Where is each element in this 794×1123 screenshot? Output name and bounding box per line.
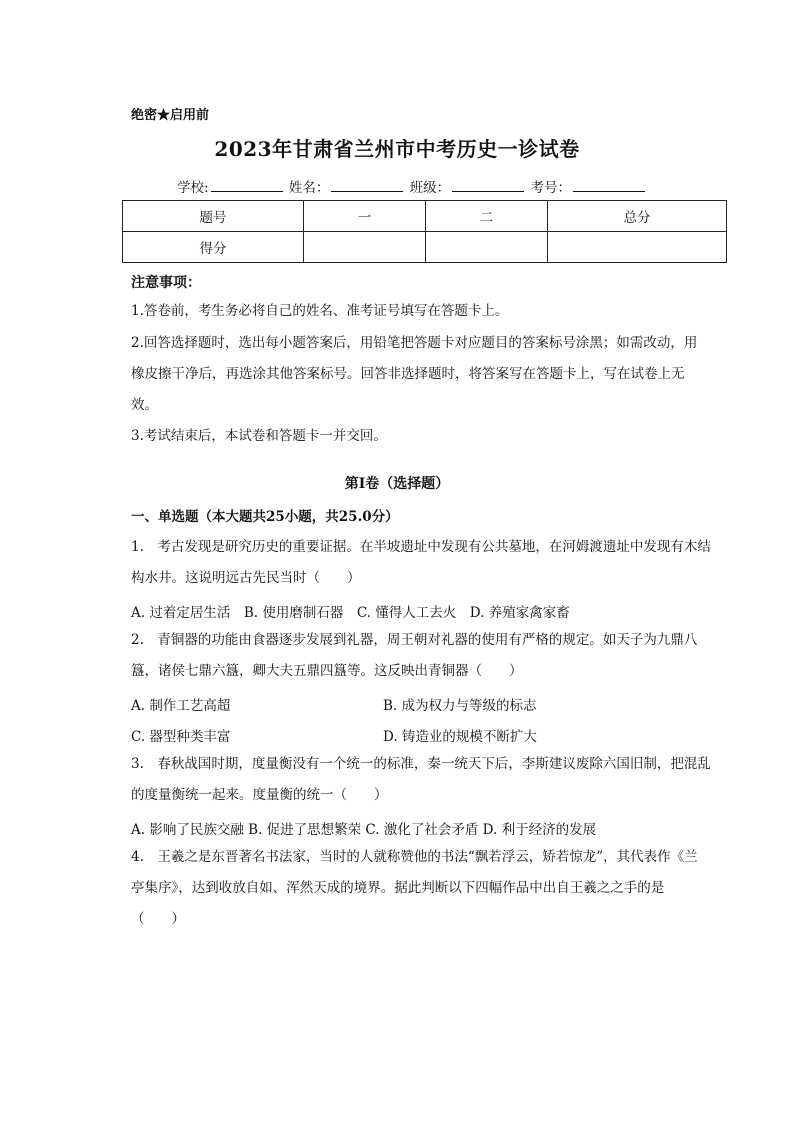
section-heading: 第I卷（选择题） xyxy=(344,476,450,492)
table-cell: 得分 xyxy=(123,232,304,263)
exam-no-blank xyxy=(573,179,645,192)
question-stem: 3. 春秋战国时期，度量衡没有一个统一的标准，秦一统天下后，李斯建议废除六国旧制，把混乱的度量衡统一起来。度量衡的统一（ ） xyxy=(131,756,711,803)
exam-no-label: 考号： xyxy=(530,180,571,196)
student-info-line xyxy=(177,176,647,196)
option-b: B. 成为权力与等级的标志 xyxy=(383,698,537,714)
confidential-label: 绝密★启用前 xyxy=(131,108,210,123)
class-blank xyxy=(452,179,524,192)
notice-heading: 注意事项： xyxy=(131,275,201,291)
table-cell xyxy=(304,232,426,263)
question-option-row xyxy=(131,694,537,714)
score-table xyxy=(122,200,727,263)
table-cell xyxy=(548,232,727,263)
table-cell: 题号 xyxy=(123,201,304,232)
name-label: 姓名： xyxy=(288,180,330,196)
part-heading: 一、单选题（本大题共25小题，共25.0分） xyxy=(131,509,399,525)
question-stem: 1. 考古发现是研究历史的重要证据。在半坡遗址中发现有公共墓地，在河姆渡遗址中发现有木结构水井。这说明远古先民当时（ ） xyxy=(131,539,711,586)
option-d: D. 铸造业的规模不断扩大 xyxy=(383,729,537,745)
score-table-header-row xyxy=(123,201,727,232)
page-title: 2023年甘肃省兰州市中考历史一诊试卷 xyxy=(214,137,580,161)
table-cell: 二 xyxy=(426,201,548,232)
option-a: A. 制作工艺高超 xyxy=(131,698,231,714)
table-cell xyxy=(426,232,548,263)
school-label: 学校: xyxy=(177,180,209,196)
name-blank xyxy=(331,179,403,192)
question-stem: 2. 青铜器的功能由食器逐步发展到礼器，周王朝对礼器的使用有严格的规定。如天子为九鼎八簋，诸侯七鼎六簋，卿大夫五鼎四簋等。这反映出青铜器（ ） xyxy=(131,632,698,679)
question-stem: 4. 王羲之是东晋著名书法家，当时的人就称赞他的书法“飘若浮云，矫若惊龙”，其代表作《兰亭集序》，达到收放自如、浑然天成的境界。据此判断以下四幅作品中出自王羲之之手的是（ ） xyxy=(131,849,698,927)
class-label: 班级： xyxy=(409,180,451,196)
score-table-score-row xyxy=(123,232,727,263)
question-option-row xyxy=(131,725,537,745)
question-options: A. 过着定居生活 B. 使用磨制石器 C. 懂得人工去火 D. 养殖家禽家畜 xyxy=(131,605,570,621)
notice-item: 1.答卷前，考生务必将自己的姓名、准考证号填写在答题卡上。 xyxy=(131,303,509,319)
option-c: C. 器型种类丰富 xyxy=(131,729,231,745)
school-blank xyxy=(211,179,283,192)
notice-item: 3.考试结束后，本试卷和答题卡一并交回。 xyxy=(131,428,387,444)
question-options: A. 影响了民族交融 B. 促进了思想繁荣 C. 激化了社会矛盾 D. 利于经济的发展 xyxy=(131,822,597,838)
table-cell: 总分 xyxy=(548,201,727,232)
table-cell: 一 xyxy=(304,201,426,232)
notice-item: 2.回答选择题时，选出每小题答案后，用铅笔把答题卡对应题目的答案标号涂黑；如需改动，用橡皮擦干净后，再选涂其他答案标号。回答非选择题时，将答案写在答题卡上，写在试卷上无效。 xyxy=(131,335,698,413)
